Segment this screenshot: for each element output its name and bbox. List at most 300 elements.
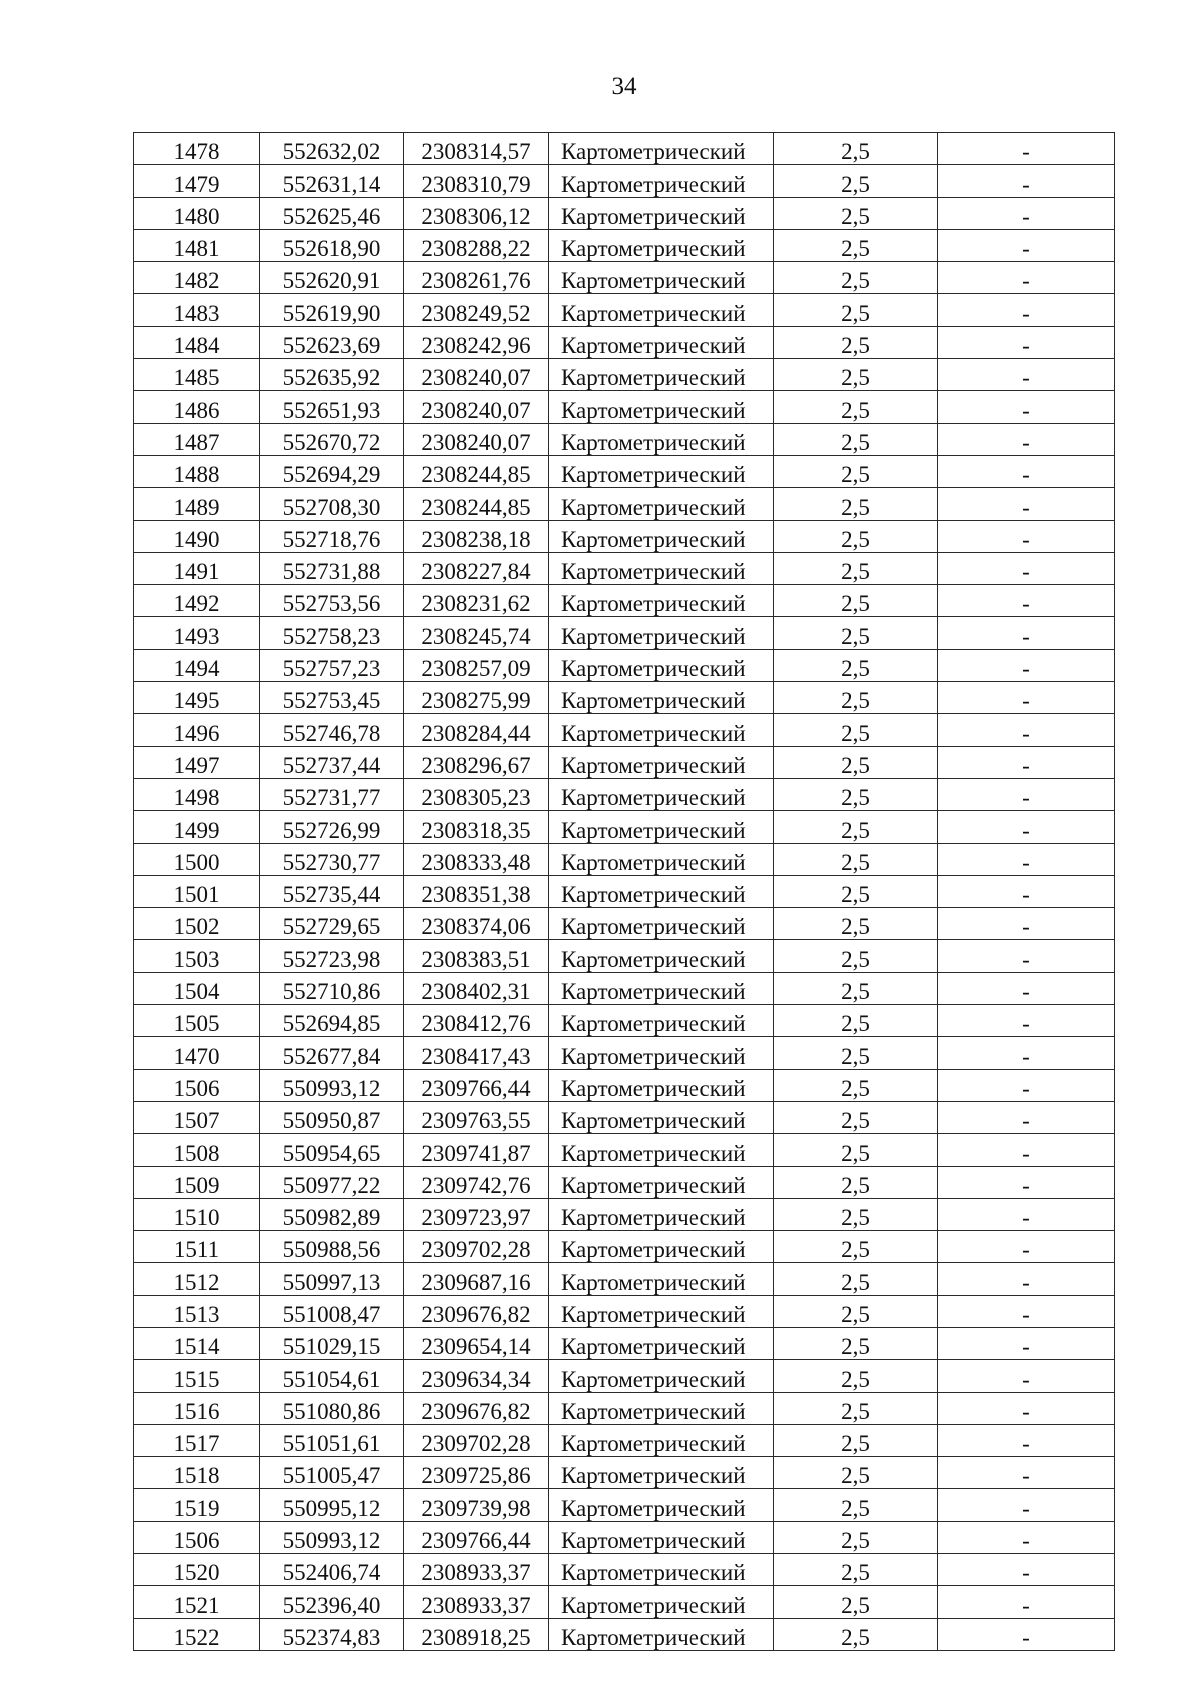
point-number-cell: 1500 [134, 843, 260, 875]
table-row [134, 1134, 1115, 1166]
y-coordinate-cell: 2308257,09 [404, 649, 549, 681]
table-row [134, 778, 1115, 810]
x-coordinate-cell: 552729,65 [260, 908, 404, 940]
table-row [134, 649, 1115, 681]
x-coordinate-cell: 550988,56 [260, 1231, 404, 1263]
note-cell: - [938, 746, 1115, 778]
y-coordinate-cell: 2309676,82 [404, 1295, 549, 1327]
point-number-cell: 1490 [134, 520, 260, 552]
table-row [134, 1618, 1115, 1650]
y-coordinate-cell: 2308383,51 [404, 940, 549, 972]
table-row [134, 326, 1115, 358]
accuracy-cell: 2,5 [774, 229, 938, 261]
x-coordinate-cell: 552632,02 [260, 133, 404, 165]
table-row [134, 1392, 1115, 1424]
accuracy-cell: 2,5 [774, 972, 938, 1004]
method-cell: Картометрический [549, 455, 774, 487]
x-coordinate-cell: 552708,30 [260, 488, 404, 520]
note-cell: - [938, 1198, 1115, 1230]
x-coordinate-cell: 552746,78 [260, 714, 404, 746]
point-number-cell: 1485 [134, 359, 260, 391]
method-cell: Картометрический [549, 1360, 774, 1392]
point-number-cell: 1486 [134, 391, 260, 423]
table-row [134, 1166, 1115, 1198]
x-coordinate-cell: 552694,29 [260, 455, 404, 487]
point-number-cell: 1481 [134, 229, 260, 261]
table-row [134, 552, 1115, 584]
point-number-cell: 1505 [134, 1005, 260, 1037]
accuracy-cell: 2,5 [774, 165, 938, 197]
note-cell: - [938, 1166, 1115, 1198]
note-cell: - [938, 1489, 1115, 1521]
point-number-cell: 1498 [134, 778, 260, 810]
point-number-cell: 1483 [134, 294, 260, 326]
y-coordinate-cell: 2309702,28 [404, 1424, 549, 1456]
note-cell: - [938, 326, 1115, 358]
accuracy-cell: 2,5 [774, 1586, 938, 1618]
accuracy-cell: 2,5 [774, 617, 938, 649]
note-cell: - [938, 165, 1115, 197]
y-coordinate-cell: 2308249,52 [404, 294, 549, 326]
note-cell: - [938, 1521, 1115, 1553]
point-number-cell: 1508 [134, 1134, 260, 1166]
method-cell: Картометрический [549, 1166, 774, 1198]
x-coordinate-cell: 551029,15 [260, 1327, 404, 1359]
accuracy-cell: 2,5 [774, 1392, 938, 1424]
accuracy-cell: 2,5 [774, 326, 938, 358]
y-coordinate-cell: 2308918,25 [404, 1618, 549, 1650]
point-number-cell: 1482 [134, 262, 260, 294]
table-row [134, 1263, 1115, 1295]
y-coordinate-cell: 2308227,84 [404, 552, 549, 584]
accuracy-cell: 2,5 [774, 1457, 938, 1489]
accuracy-cell: 2,5 [774, 1424, 938, 1456]
accuracy-cell: 2,5 [774, 778, 938, 810]
point-number-cell: 1496 [134, 714, 260, 746]
method-cell: Картометрический [549, 875, 774, 907]
method-cell: Картометрический [549, 649, 774, 681]
accuracy-cell: 2,5 [774, 682, 938, 714]
x-coordinate-cell: 552631,14 [260, 165, 404, 197]
point-number-cell: 1501 [134, 875, 260, 907]
point-number-cell: 1513 [134, 1295, 260, 1327]
note-cell: - [938, 972, 1115, 1004]
point-number-cell: 1517 [134, 1424, 260, 1456]
point-number-cell: 1511 [134, 1231, 260, 1263]
method-cell: Картометрический [549, 229, 774, 261]
x-coordinate-cell: 552620,91 [260, 262, 404, 294]
table-row [134, 133, 1115, 165]
table-row [134, 746, 1115, 778]
method-cell: Картометрический [549, 133, 774, 165]
table-row [134, 1554, 1115, 1586]
x-coordinate-cell: 550977,22 [260, 1166, 404, 1198]
accuracy-cell: 2,5 [774, 875, 938, 907]
page-number: 34 [611, 73, 637, 100]
table-row [134, 1424, 1115, 1456]
x-coordinate-cell: 552651,93 [260, 391, 404, 423]
point-number-cell: 1519 [134, 1489, 260, 1521]
point-number-cell: 1514 [134, 1327, 260, 1359]
method-cell: Картометрический [549, 262, 774, 294]
note-cell: - [938, 617, 1115, 649]
point-number-cell: 1507 [134, 1101, 260, 1133]
note-cell: - [938, 908, 1115, 940]
y-coordinate-cell: 2308306,12 [404, 197, 549, 229]
y-coordinate-cell: 2308240,07 [404, 423, 549, 455]
accuracy-cell: 2,5 [774, 649, 938, 681]
table-row [134, 1005, 1115, 1037]
point-number-cell: 1509 [134, 1166, 260, 1198]
table-row [134, 1101, 1115, 1133]
table-row [134, 1198, 1115, 1230]
x-coordinate-cell: 552718,76 [260, 520, 404, 552]
table-row [134, 908, 1115, 940]
x-coordinate-cell: 552757,23 [260, 649, 404, 681]
table-row [134, 455, 1115, 487]
method-cell: Картометрический [549, 165, 774, 197]
table-row [134, 617, 1115, 649]
table-row [134, 1521, 1115, 1553]
method-cell: Картометрический [549, 972, 774, 1004]
point-number-cell: 1491 [134, 552, 260, 584]
method-cell: Картометрический [549, 552, 774, 584]
coordinates-table [133, 132, 1115, 1651]
note-cell: - [938, 875, 1115, 907]
accuracy-cell: 2,5 [774, 1069, 938, 1101]
y-coordinate-cell: 2309742,76 [404, 1166, 549, 1198]
point-number-cell: 1506 [134, 1521, 260, 1553]
table-row [134, 488, 1115, 520]
note-cell: - [938, 520, 1115, 552]
note-cell: - [938, 1554, 1115, 1586]
y-coordinate-cell: 2308305,23 [404, 778, 549, 810]
method-cell: Картометрический [549, 714, 774, 746]
method-cell: Картометрический [549, 1231, 774, 1263]
table-row [134, 682, 1115, 714]
y-coordinate-cell: 2308402,31 [404, 972, 549, 1004]
x-coordinate-cell: 550954,65 [260, 1134, 404, 1166]
method-cell: Картометрический [549, 617, 774, 649]
x-coordinate-cell: 551005,47 [260, 1457, 404, 1489]
x-coordinate-cell: 550995,12 [260, 1489, 404, 1521]
method-cell: Картометрический [549, 585, 774, 617]
note-cell: - [938, 1101, 1115, 1133]
x-coordinate-cell: 551051,61 [260, 1424, 404, 1456]
note-cell: - [938, 391, 1115, 423]
table-row [134, 811, 1115, 843]
note-cell: - [938, 262, 1115, 294]
accuracy-cell: 2,5 [774, 1489, 938, 1521]
method-cell: Картометрический [549, 746, 774, 778]
method-cell: Картометрический [549, 908, 774, 940]
method-cell: Картометрический [549, 423, 774, 455]
table-row [134, 1586, 1115, 1618]
point-number-cell: 1478 [134, 133, 260, 165]
accuracy-cell: 2,5 [774, 423, 938, 455]
x-coordinate-cell: 552670,72 [260, 423, 404, 455]
method-cell: Картометрический [549, 520, 774, 552]
method-cell: Картометрический [549, 359, 774, 391]
x-coordinate-cell: 552731,88 [260, 552, 404, 584]
x-coordinate-cell: 552758,23 [260, 617, 404, 649]
method-cell: Картометрический [549, 1037, 774, 1069]
table-row [134, 1457, 1115, 1489]
method-cell: Картометрический [549, 1263, 774, 1295]
point-number-cell: 1521 [134, 1586, 260, 1618]
accuracy-cell: 2,5 [774, 1134, 938, 1166]
accuracy-cell: 2,5 [774, 746, 938, 778]
x-coordinate-cell: 552374,83 [260, 1618, 404, 1650]
accuracy-cell: 2,5 [774, 1521, 938, 1553]
note-cell: - [938, 1424, 1115, 1456]
table-row [134, 972, 1115, 1004]
x-coordinate-cell: 552723,98 [260, 940, 404, 972]
point-number-cell: 1480 [134, 197, 260, 229]
accuracy-cell: 2,5 [774, 811, 938, 843]
x-coordinate-cell: 550997,13 [260, 1263, 404, 1295]
accuracy-cell: 2,5 [774, 262, 938, 294]
x-coordinate-cell: 552619,90 [260, 294, 404, 326]
point-number-cell: 1516 [134, 1392, 260, 1424]
note-cell: - [938, 1360, 1115, 1392]
table-row [134, 1231, 1115, 1263]
method-cell: Картометрический [549, 326, 774, 358]
y-coordinate-cell: 2308374,06 [404, 908, 549, 940]
point-number-cell: 1484 [134, 326, 260, 358]
x-coordinate-cell: 552625,46 [260, 197, 404, 229]
table-row [134, 1327, 1115, 1359]
method-cell: Картометрический [549, 1069, 774, 1101]
x-coordinate-cell: 552406,74 [260, 1554, 404, 1586]
table-row [134, 423, 1115, 455]
note-cell: - [938, 1005, 1115, 1037]
table-row [134, 391, 1115, 423]
x-coordinate-cell: 552735,44 [260, 875, 404, 907]
accuracy-cell: 2,5 [774, 488, 938, 520]
note-cell: - [938, 1037, 1115, 1069]
method-cell: Картометрический [549, 488, 774, 520]
x-coordinate-cell: 552753,45 [260, 682, 404, 714]
method-cell: Картометрический [549, 843, 774, 875]
table-row [134, 1037, 1115, 1069]
table-row [134, 940, 1115, 972]
x-coordinate-cell: 552730,77 [260, 843, 404, 875]
note-cell: - [938, 1457, 1115, 1489]
x-coordinate-cell: 552694,85 [260, 1005, 404, 1037]
y-coordinate-cell: 2308238,18 [404, 520, 549, 552]
y-coordinate-cell: 2308310,79 [404, 165, 549, 197]
accuracy-cell: 2,5 [774, 294, 938, 326]
y-coordinate-cell: 2308242,96 [404, 326, 549, 358]
y-coordinate-cell: 2309766,44 [404, 1521, 549, 1553]
x-coordinate-cell: 552710,86 [260, 972, 404, 1004]
accuracy-cell: 2,5 [774, 1327, 938, 1359]
table-row [134, 875, 1115, 907]
point-number-cell: 1494 [134, 649, 260, 681]
note-cell: - [938, 455, 1115, 487]
note-cell: - [938, 133, 1115, 165]
y-coordinate-cell: 2308275,99 [404, 682, 549, 714]
note-cell: - [938, 1586, 1115, 1618]
y-coordinate-cell: 2308933,37 [404, 1554, 549, 1586]
y-coordinate-cell: 2308288,22 [404, 229, 549, 261]
note-cell: - [938, 294, 1115, 326]
accuracy-cell: 2,5 [774, 714, 938, 746]
accuracy-cell: 2,5 [774, 197, 938, 229]
point-number-cell: 1479 [134, 165, 260, 197]
method-cell: Картометрический [549, 940, 774, 972]
table-row [134, 1360, 1115, 1392]
point-number-cell: 1493 [134, 617, 260, 649]
y-coordinate-cell: 2308240,07 [404, 391, 549, 423]
x-coordinate-cell: 552726,99 [260, 811, 404, 843]
method-cell: Картометрический [549, 778, 774, 810]
note-cell: - [938, 585, 1115, 617]
table-row [134, 585, 1115, 617]
point-number-cell: 1502 [134, 908, 260, 940]
y-coordinate-cell: 2308933,37 [404, 1586, 549, 1618]
x-coordinate-cell: 552731,77 [260, 778, 404, 810]
method-cell: Картометрический [549, 1134, 774, 1166]
method-cell: Картометрический [549, 197, 774, 229]
table-row [134, 229, 1115, 261]
point-number-cell: 1504 [134, 972, 260, 1004]
note-cell: - [938, 714, 1115, 746]
point-number-cell: 1512 [134, 1263, 260, 1295]
point-number-cell: 1510 [134, 1198, 260, 1230]
note-cell: - [938, 1327, 1115, 1359]
method-cell: Картометрический [549, 294, 774, 326]
note-cell: - [938, 778, 1115, 810]
method-cell: Картометрический [549, 1489, 774, 1521]
accuracy-cell: 2,5 [774, 133, 938, 165]
note-cell: - [938, 423, 1115, 455]
point-number-cell: 1503 [134, 940, 260, 972]
accuracy-cell: 2,5 [774, 359, 938, 391]
point-number-cell: 1499 [134, 811, 260, 843]
y-coordinate-cell: 2308244,85 [404, 455, 549, 487]
method-cell: Картометрический [549, 1295, 774, 1327]
note-cell: - [938, 359, 1115, 391]
table-row [134, 359, 1115, 391]
x-coordinate-cell: 552618,90 [260, 229, 404, 261]
x-coordinate-cell: 552396,40 [260, 1586, 404, 1618]
y-coordinate-cell: 2308417,43 [404, 1037, 549, 1069]
table-row [134, 262, 1115, 294]
point-number-cell: 1522 [134, 1618, 260, 1650]
accuracy-cell: 2,5 [774, 552, 938, 584]
accuracy-cell: 2,5 [774, 1101, 938, 1133]
table-row [134, 843, 1115, 875]
table-row [134, 197, 1115, 229]
y-coordinate-cell: 2309741,87 [404, 1134, 549, 1166]
y-coordinate-cell: 2308314,57 [404, 133, 549, 165]
point-number-cell: 1520 [134, 1554, 260, 1586]
note-cell: - [938, 197, 1115, 229]
y-coordinate-cell: 2309725,86 [404, 1457, 549, 1489]
y-coordinate-cell: 2309654,14 [404, 1327, 549, 1359]
x-coordinate-cell: 550993,12 [260, 1069, 404, 1101]
table-row [134, 294, 1115, 326]
y-coordinate-cell: 2309739,98 [404, 1489, 549, 1521]
table-row [134, 714, 1115, 746]
accuracy-cell: 2,5 [774, 1554, 938, 1586]
y-coordinate-cell: 2309702,28 [404, 1231, 549, 1263]
method-cell: Картометрический [549, 1101, 774, 1133]
accuracy-cell: 2,5 [774, 1360, 938, 1392]
y-coordinate-cell: 2308261,76 [404, 262, 549, 294]
y-coordinate-cell: 2308318,35 [404, 811, 549, 843]
y-coordinate-cell: 2308412,76 [404, 1005, 549, 1037]
method-cell: Картометрический [549, 1392, 774, 1424]
y-coordinate-cell: 2308351,38 [404, 875, 549, 907]
method-cell: Картометрический [549, 1005, 774, 1037]
table-row [134, 165, 1115, 197]
method-cell: Картометрический [549, 811, 774, 843]
method-cell: Картометрический [549, 1586, 774, 1618]
table-row [134, 520, 1115, 552]
accuracy-cell: 2,5 [774, 455, 938, 487]
x-coordinate-cell: 552753,56 [260, 585, 404, 617]
y-coordinate-cell: 2308245,74 [404, 617, 549, 649]
note-cell: - [938, 843, 1115, 875]
y-coordinate-cell: 2309676,82 [404, 1392, 549, 1424]
y-coordinate-cell: 2308284,44 [404, 714, 549, 746]
y-coordinate-cell: 2308244,85 [404, 488, 549, 520]
method-cell: Картометрический [549, 1521, 774, 1553]
point-number-cell: 1489 [134, 488, 260, 520]
point-number-cell: 1470 [134, 1037, 260, 1069]
note-cell: - [938, 682, 1115, 714]
note-cell: - [938, 811, 1115, 843]
point-number-cell: 1487 [134, 423, 260, 455]
note-cell: - [938, 552, 1115, 584]
point-number-cell: 1506 [134, 1069, 260, 1101]
x-coordinate-cell: 552623,69 [260, 326, 404, 358]
accuracy-cell: 2,5 [774, 843, 938, 875]
accuracy-cell: 2,5 [774, 391, 938, 423]
note-cell: - [938, 1295, 1115, 1327]
method-cell: Картометрический [549, 1618, 774, 1650]
accuracy-cell: 2,5 [774, 1295, 938, 1327]
note-cell: - [938, 649, 1115, 681]
note-cell: - [938, 1618, 1115, 1650]
table-row [134, 1489, 1115, 1521]
point-number-cell: 1515 [134, 1360, 260, 1392]
y-coordinate-cell: 2309723,97 [404, 1198, 549, 1230]
accuracy-cell: 2,5 [774, 1037, 938, 1069]
accuracy-cell: 2,5 [774, 1166, 938, 1198]
x-coordinate-cell: 551080,86 [260, 1392, 404, 1424]
x-coordinate-cell: 552677,84 [260, 1037, 404, 1069]
method-cell: Картометрический [549, 1424, 774, 1456]
accuracy-cell: 2,5 [774, 1005, 938, 1037]
table-row [134, 1295, 1115, 1327]
accuracy-cell: 2,5 [774, 940, 938, 972]
y-coordinate-cell: 2308333,48 [404, 843, 549, 875]
y-coordinate-cell: 2309687,16 [404, 1263, 549, 1295]
accuracy-cell: 2,5 [774, 1263, 938, 1295]
method-cell: Картометрический [549, 1554, 774, 1586]
point-number-cell: 1492 [134, 585, 260, 617]
y-coordinate-cell: 2308296,67 [404, 746, 549, 778]
x-coordinate-cell: 550950,87 [260, 1101, 404, 1133]
accuracy-cell: 2,5 [774, 908, 938, 940]
table-body [134, 133, 1115, 1651]
note-cell: - [938, 940, 1115, 972]
note-cell: - [938, 1069, 1115, 1101]
